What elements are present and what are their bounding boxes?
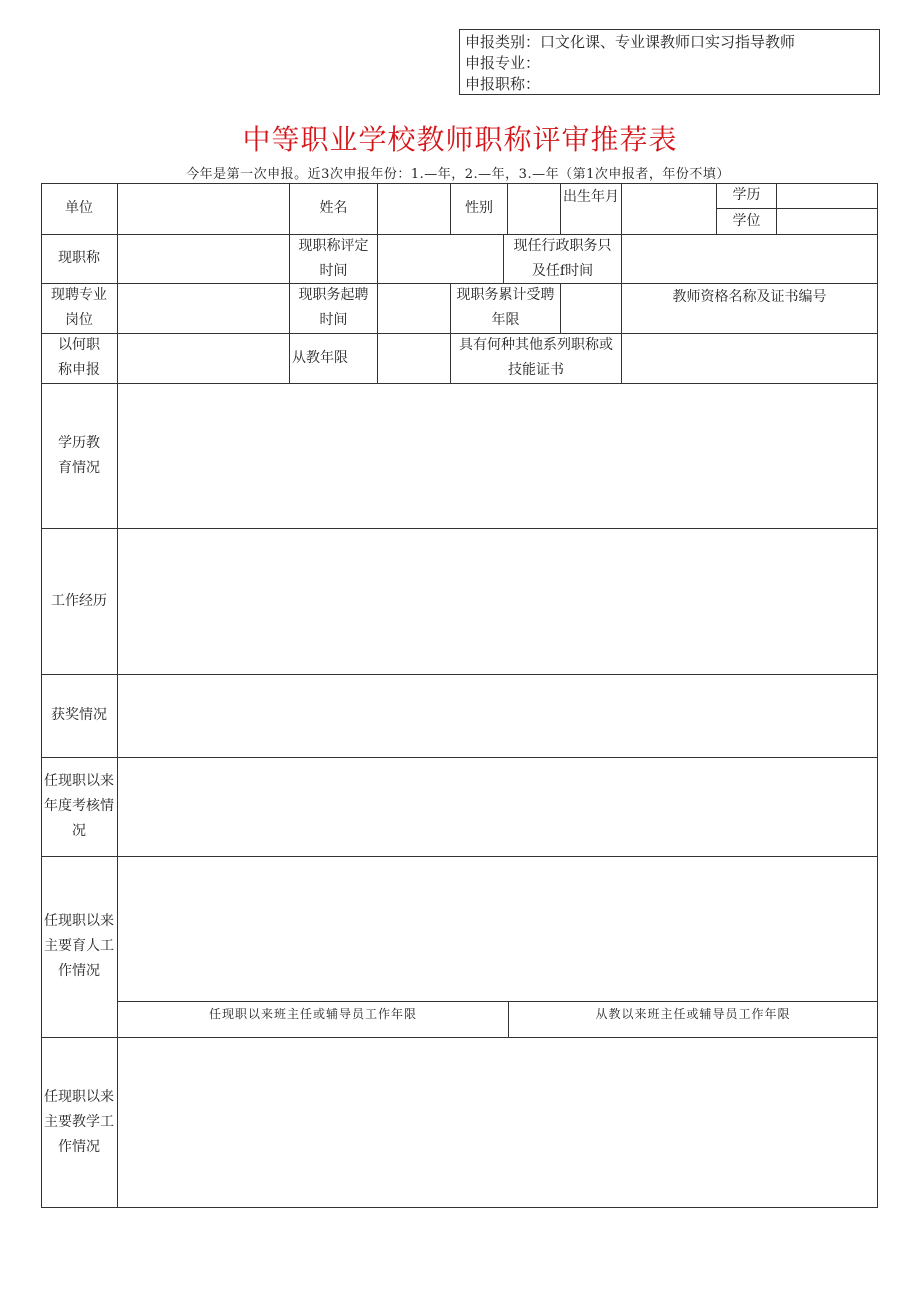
gender-field[interactable] [508,183,560,234]
apply-basis-label: 以何职 称申报 [58,337,100,378]
post-years-label: 现职务累计受聘 年限 [456,287,555,328]
teaching-years-label: 从教年限 [292,349,348,366]
application-title: 申报职称： [465,75,541,93]
cert-label: 教师资格名称及证书编号 [672,289,827,305]
birth-label: 出生年月 [563,189,619,205]
unit-label: 单位 [65,200,93,216]
awards-label: 获奖情况 [51,707,107,723]
application-major: 申报专业： [465,54,541,72]
education-field[interactable] [777,183,877,208]
degree-field[interactable] [777,209,877,234]
current-title-field[interactable] [118,234,289,283]
current-title-label: 现职称 [58,250,100,266]
name-label: 姓名 [319,200,348,216]
application-info-box [459,29,880,95]
table-border-bottom [41,1207,878,1208]
title-eval-time-field[interactable] [378,234,503,283]
unit-field[interactable] [118,183,289,234]
annual-review-label: 任现职以来 年度考核情 况 [44,773,114,839]
admin-post-time-label: 现任行政职务只 及任f时间 [513,237,612,279]
form-subtitle: 今年是第一次申报。近3次申报年份：1.—年，2.—年，3.—年（第1次申报者，年份不填） [186,167,730,182]
other-titles-field[interactable] [622,333,877,383]
recommendation-form-table [41,183,878,1208]
current-post-label: 现聘专业 岗位 [51,287,107,328]
teaching-work-label: 任现职以来 主要教学工 作情况 [44,1088,114,1155]
work-history-label: 工作经历 [51,592,107,609]
birth-field[interactable] [622,183,716,234]
teaching-years-field[interactable] [378,333,450,383]
apply-basis-field[interactable] [118,333,289,383]
education-label: 学历 [732,187,761,203]
teaching-work-field[interactable] [118,1037,877,1207]
current-post-field[interactable] [118,283,289,333]
edu-history-field[interactable] [118,383,877,528]
application-category: 申报类别：口文化课、专业课教师口实习指导教师 [465,33,796,51]
post-start-field[interactable] [378,283,450,333]
degree-label: 学位 [732,213,761,229]
col-line [289,333,290,383]
annual-review-field[interactable] [118,757,877,856]
gender-label: 性别 [465,200,493,216]
head-teacher-years-total-label: 从教以来班主任或辅导员工作年限 [595,1007,791,1021]
edu-history-label: 学历教 育情况 [58,434,100,476]
post-start-label: 现职务起聘 时间 [298,287,369,328]
title-eval-time-label: 现职称评定 时间 [298,237,369,279]
head-teacher-years-current-label: 任现职以来班主任或辅导员工作年限 [208,1007,417,1021]
work-history-field[interactable] [118,528,877,674]
admin-post-time-field[interactable] [622,234,877,283]
moral-education-field[interactable] [118,856,877,1001]
post-years-field[interactable] [561,283,621,333]
name-field[interactable] [378,183,450,234]
other-titles-label: 具有何种其他系列职称或 技能证书 [459,337,613,378]
awards-field[interactable] [118,674,877,757]
form-title: 中等职业学校教师职称评审推荐表 [242,123,678,156]
table-border-right [877,183,878,1208]
moral-education-label: 任现职以来 主要育人工 作情况 [44,913,114,979]
